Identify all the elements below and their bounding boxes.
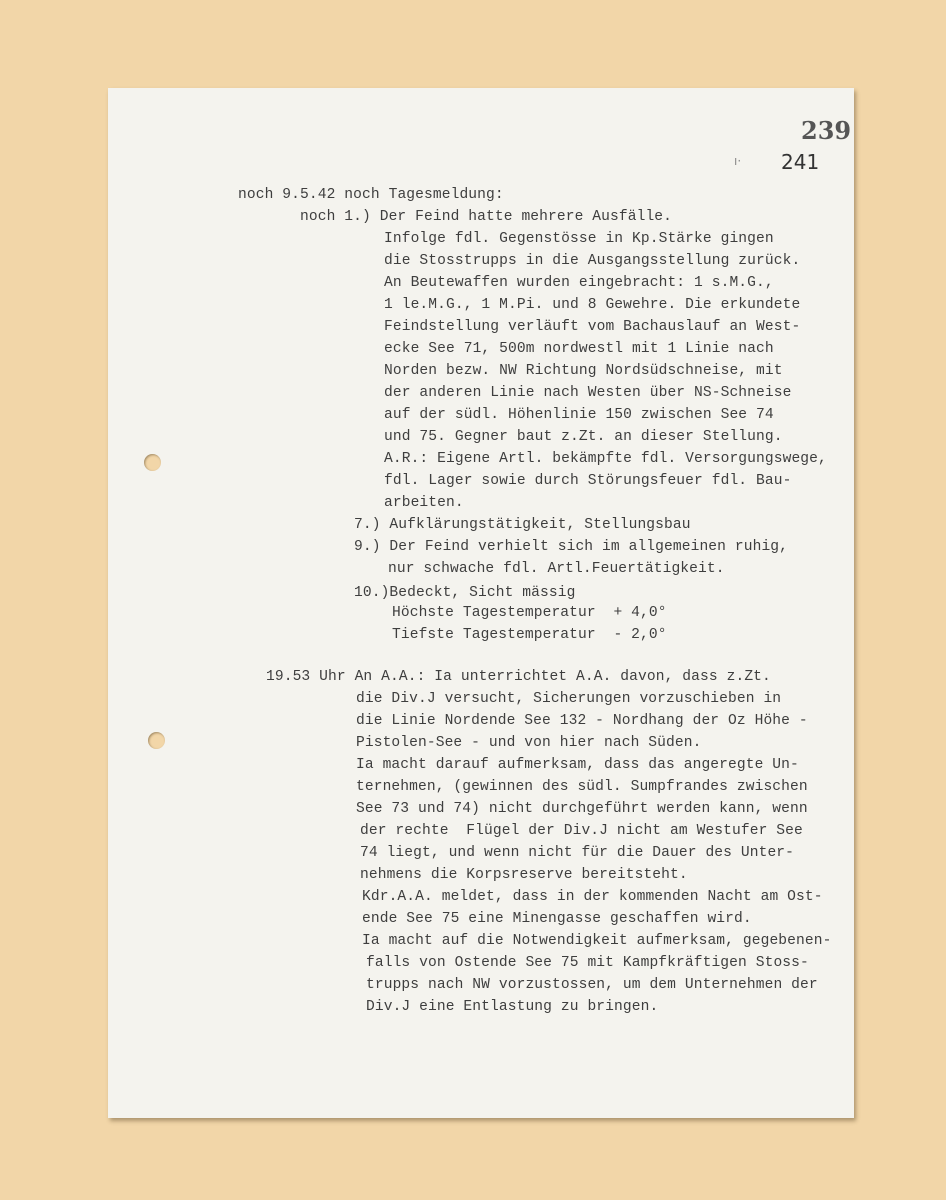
- text-line: trupps nach NW vorzustossen, um dem Unternehmen der: [366, 977, 818, 993]
- text-line: ecke See 71, 500m nordwestl mit 1 Linie nach: [384, 341, 774, 357]
- text-line: nehmens die Korpsreserve bereitsteht.: [360, 867, 688, 883]
- text-line: arbeiten.: [384, 495, 464, 511]
- text-line: fdl. Lager sowie durch Störungsfeuer fdl. Bau-: [384, 473, 792, 489]
- text-line: nur schwache fdl. Artl.Feuertätigkeit.: [388, 561, 725, 577]
- text-line: auf der südl. Höhenlinie 150 zwischen See 74: [384, 407, 774, 423]
- text-line: Tiefste Tagestemperatur - 2,0°: [392, 627, 667, 643]
- text-line: Div.J eine Entlastung zu bringen.: [366, 999, 659, 1015]
- text-line: 74 liegt, und wenn nicht für die Dauer des Unter-: [360, 845, 795, 861]
- document-page: [108, 88, 854, 1118]
- text-line: die Stosstrupps in die Ausgangsstellung zurück.: [384, 253, 801, 269]
- text-line: der anderen Linie nach Westen über NS-Schneise: [384, 385, 792, 401]
- punch-hole-lower: [148, 732, 165, 749]
- text-line: 9.) Der Feind verhielt sich im allgemeinen ruhig,: [354, 539, 789, 555]
- page-mark: ı·: [734, 154, 742, 168]
- text-line: noch 9.5.42 noch Tagesmeldung:: [238, 187, 504, 203]
- punch-hole-upper: [144, 454, 161, 471]
- text-line: Höchste Tagestemperatur + 4,0°: [392, 605, 667, 621]
- text-line: ende See 75 eine Minengasse geschaffen wird.: [362, 911, 752, 927]
- page-number-stamp-new: 241: [781, 150, 820, 174]
- text-line: die Div.J versucht, Sicherungen vorzuschieben in: [356, 691, 782, 707]
- text-line: und 75. Gegner baut z.Zt. an dieser Stellung.: [384, 429, 783, 445]
- text-line: Feindstellung verläuft vom Bachauslauf an West-: [384, 319, 801, 335]
- text-line: An Beutewaffen wurden eingebracht: 1 s.M.G.,: [384, 275, 774, 291]
- text-line: A.R.: Eigene Artl. bekämpfte fdl. Versorgungswege,: [384, 451, 827, 467]
- text-line: noch 1.) Der Feind hatte mehrere Ausfälle.: [300, 209, 673, 225]
- page-number-stamp-old: 239: [801, 116, 852, 145]
- text-line: Ia macht darauf aufmerksam, dass das angeregte Un-: [356, 757, 799, 773]
- text-line: ternehmen, (gewinnen des südl. Sumpfrandes zwischen: [356, 779, 808, 795]
- text-line: falls von Ostende See 75 mit Kampfkräftigen Stoss-: [366, 955, 809, 971]
- text-line: Pistolen-See - und von hier nach Süden.: [356, 735, 702, 751]
- text-line: See 73 und 74) nicht durchgeführt werden kann, wenn: [356, 801, 808, 817]
- text-line: Kdr.A.A. meldet, dass in der kommenden Nacht am Ost-: [362, 889, 823, 905]
- text-line: Norden bezw. NW Richtung Nordsüdschneise, mit: [384, 363, 783, 379]
- text-line: Ia macht auf die Notwendigkeit aufmerksam, gegebenen-: [362, 933, 832, 949]
- text-line: die Linie Nordende See 132 - Nordhang der Oz Höhe -: [356, 713, 808, 729]
- text-line: 1 le.M.G., 1 M.Pi. und 8 Gewehre. Die erkundete: [384, 297, 801, 313]
- text-line: 7.) Aufklärungstätigkeit, Stellungsbau: [354, 517, 691, 533]
- text-line: Infolge fdl. Gegenstösse in Kp.Stärke gingen: [384, 231, 774, 247]
- text-line: der rechte Flügel der Div.J nicht am Westufer See: [360, 823, 803, 839]
- text-line: 19.53 Uhr An A.A.: Ia unterrichtet A.A. davon, dass z.Zt.: [266, 669, 771, 685]
- text-line: 10.)Bedeckt, Sicht mässig: [354, 585, 576, 601]
